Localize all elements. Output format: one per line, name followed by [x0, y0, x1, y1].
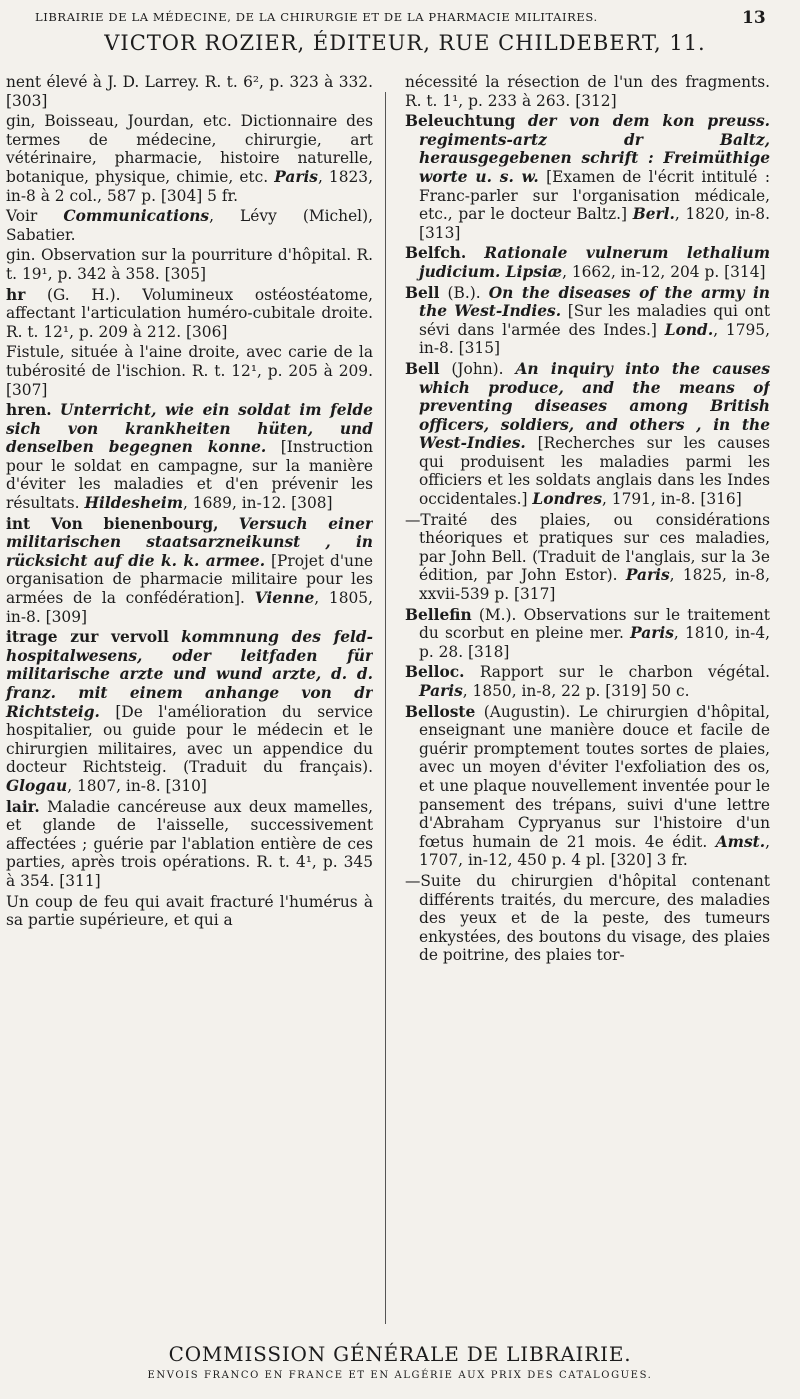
entry-text: Fistule, située à l'aine droite, avec carie de la tubérosité de l'ischion. R. t. 12¹, p. 205 à 209. [307] [6, 343, 373, 399]
page-footer [0, 1342, 800, 1381]
entry-title: Versuch einer militarischen staatsarzneikunst , in rücksicht auf die k. k. armee. [6, 514, 373, 570]
entry-text: (John). [439, 359, 516, 378]
bibliography-entry [405, 360, 770, 509]
entry-text: [De l'amélioration du service hospitalier, ou guide pour le médecin et le chirurgien militaires, avec un appendice du docteur Richtsteig. (Traduit du français). [6, 702, 373, 777]
entry-text: , 1795, in-8. [315] [419, 320, 770, 358]
entry-heading: lair. [6, 797, 40, 816]
entry-text: , 1689, in-12. [308] [183, 494, 333, 513]
entry-heading: Bellefin [405, 605, 472, 624]
bibliography-entry [6, 628, 373, 795]
entry-text: , 1850, in-8, 22 p. [319] 50 c. [462, 682, 690, 700]
entry-title: Paris [274, 167, 318, 186]
entry-text: —Traité des plaies, ou considérations théoriques et pratiques sur ces maladies, par John Bell. (Traduit de l'anglais, sur la 3e édition, par John Estor). [405, 510, 770, 585]
entry-text: , 1791, in-8. [316] [602, 490, 742, 509]
bibliography-entry [405, 606, 770, 662]
right-column [405, 73, 770, 1341]
entry-text: , 1823, in-8 à 2 col., 587 p. [304] 5 fr. [6, 167, 373, 205]
bibliography-entry [6, 73, 373, 110]
entry-heading: Bell [405, 359, 440, 378]
entry-title: der von dem kon preuss. regiments-artz dr Baltz, herausgegebenen schrift : Freimüthige worte u. s. w. [419, 112, 770, 186]
page-number: 13 [742, 8, 766, 28]
entry-heading: Belloc. [405, 663, 465, 682]
entry-heading: itrage zur vervoll [6, 628, 169, 647]
entry-text: , 1805, in-8. [309] [6, 589, 373, 626]
entry-text: gin, Boisseau, Jourdan, etc. Dictionnaire des termes de médecine, chirurgie, art vétérinaire, pharmacie, histoire naturelle, botanique, physique, chimie, etc. [6, 112, 373, 186]
entry-title: Communications [63, 207, 210, 226]
entry-title: Glogau [6, 776, 68, 795]
entry-text: nent élevé à J. D. Larrey. R. t. 6², p. 323 à 332. [303] [6, 73, 373, 110]
entry-title: Londres [532, 490, 602, 509]
entry-title: An inquiry into the causes which produce, and the means of preventing diseases among British officers, soldiers, and others , in the West-Indies. [419, 359, 770, 453]
bibliography-entry [6, 798, 373, 891]
entry-text: (B.). [439, 283, 489, 302]
entry-heading: Belfch. [405, 244, 467, 263]
entry-title: Paris [630, 624, 674, 643]
bibliography-entry [6, 515, 373, 627]
entry-title: Paris [625, 566, 670, 585]
entry-text [515, 112, 527, 130]
entry-text: , 1820, in-8. [313] [419, 205, 770, 242]
entry-text: , 1807, in-8. [310] [67, 776, 207, 795]
entry-text: Rapport sur le charbon végétal. [464, 663, 770, 682]
footer-subtitle: ENVOIS FRANCO EN FRANCE ET EN ALGÉRIE AUX PRIX DES CATALOGUES. [147, 1370, 653, 1381]
bibliography-entry [6, 893, 373, 930]
footer-title: COMMISSION GÉNÉRALE DE LIBRAIRIE. [168, 1342, 632, 1366]
bibliography-entry [405, 703, 770, 870]
entry-text [169, 628, 181, 646]
bibliography-entry [6, 286, 373, 342]
bibliography-entry [405, 244, 770, 281]
entry-title: Berl. [632, 205, 675, 224]
bibliography-entry [405, 511, 770, 604]
entry-heading: Beleuchtung [405, 112, 516, 131]
entry-heading: hr [6, 285, 26, 304]
entry-title: Rationale vulnerum lethalium judicium. Lipsiæ [419, 244, 770, 281]
bibliography-entry [6, 112, 373, 205]
entry-text: [Sur les maladies qui ont sévi dans l'armée des Indes.] [419, 302, 770, 339]
column-divider [385, 92, 386, 1324]
entry-title: Paris [419, 682, 463, 700]
entry-text: , 1707, in-12, 450 p. 4 pl. [320] 3 fr. [419, 832, 770, 870]
bibliography-entry [405, 872, 770, 965]
entry-text: , 1810, in-4, p. 28. [318] [419, 624, 770, 661]
entry-title: Hildesheim [84, 494, 184, 513]
bibliography-entry [405, 112, 770, 242]
entry-text: , 1825, in-8, xxvii-539 p. [317] [419, 566, 770, 604]
entry-text [52, 401, 60, 419]
entry-text: gin. Observation sur la pourriture d'hôpital. R. t. 19¹, p. 342 à 358. [305] [6, 246, 373, 283]
entry-title: On the diseases of the army in the West-Indies. [419, 283, 770, 321]
entry-title: Amst. [715, 832, 766, 851]
bibliography-entry [6, 207, 373, 244]
entry-text: nécessité la résection de l'un des fragments. R. t. 1¹, p. 233 à 263. [312] [405, 73, 770, 110]
entry-heading: int Von bienenbourg, [6, 514, 219, 533]
entry-text [466, 244, 484, 262]
bibliography-entry [6, 246, 373, 283]
bibliography-entry [6, 343, 373, 399]
entry-text [219, 515, 239, 533]
entry-title: kommnung des feld-hospitalwesens, oder leitfaden für militarische arzte und wund arzte, d. d. franz. mit einem anhange von dr Richtsteig. [6, 628, 373, 721]
entry-text: , 1662, in-12, 204 p. [314] [562, 262, 766, 281]
entry-heading: Belloste [405, 702, 476, 721]
entry-text: (G. H.). Volumineux ostéostéatome, affectant l'articulation huméro-cubitale droite. R. t. 12¹, p. 209 à 212. [306] [6, 285, 373, 341]
entry-text: [Projet d'une organisation de pharmacie militaire pour les armées de la confédération]. [6, 551, 373, 608]
entry-title: Unterricht, wie ein soldat im felde sich von krankheiten hüten, und denselben begegnen konne. [6, 401, 373, 457]
running-head: LIBRAIRIE DE LA MÉDECINE, DE LA CHIRURGIE ET DE LA PHARMACIE MILITAIRES. [35, 10, 598, 24]
entry-text: , Lévy (Michel), Sabatier. [6, 207, 373, 244]
entry-text: Un coup de feu qui avait fracturé l'humérus à sa partie supérieure, et qui a [6, 892, 373, 930]
bibliography-entry [405, 663, 770, 700]
publisher-line: VICTOR ROZIER, ÉDITEUR, RUE CHILDEBERT, 11. [104, 31, 706, 55]
entry-text: Maladie cancéreuse aux deux mamelles, et glande de l'aisselle, successivement affectées ; guérie par l'ablation entière de ces parties, après trois opérations. R. t. 4¹, p. 345 à 354. [311] [6, 797, 373, 890]
entry-text: [Recherches sur les causes qui produisent les maladies parmi les officiers et les soldats anglais dans les Indes occidentales.] [419, 434, 770, 509]
bibliography-entry [405, 73, 770, 110]
entry-title: Vienne [254, 589, 315, 608]
entry-text: (M.). Observations sur le traitement du scorbut en pleine mer. [419, 605, 770, 643]
entry-text: [Instruction pour le soldat en campagne, sur la manière d'éviter les maladies et d'en prévenir les résultats. [6, 438, 373, 513]
entry-text: Voir [6, 207, 64, 226]
entry-text: —Suite du chirurgien d'hôpital contenant différents traités, du mercure, des maladies des yeux et de la peste, des tumeurs enkystées, des boutons du visage, des plaies de poitrine, des plaies tor- [405, 871, 770, 965]
entry-heading: hren. [6, 401, 52, 420]
entry-heading: Bell [405, 283, 440, 302]
entry-text: (Augustin). Le chirurgien d'hôpital, enseignant une manière douce et facile de guérir promptement toutes sortes de plaies, avec un moyen d'éviter l'exfoliation des os, et une plaque nouvellement inventée pour le pansement des trépans, suivi d'une lettre d'Abraham Cypryanus sur l'histoire d'un fœtus humain de 21 mois. 4e édit. [419, 702, 770, 851]
entry-title: Lond. [664, 320, 714, 339]
bibliography-entry [405, 284, 770, 358]
entry-text: [Examen de l'écrit intitulé : Franc-parler sur l'organisation médicale, etc., par le docteur Baltz.] [419, 167, 770, 224]
bibliography-entry [6, 401, 373, 513]
left-column [0, 73, 373, 1341]
